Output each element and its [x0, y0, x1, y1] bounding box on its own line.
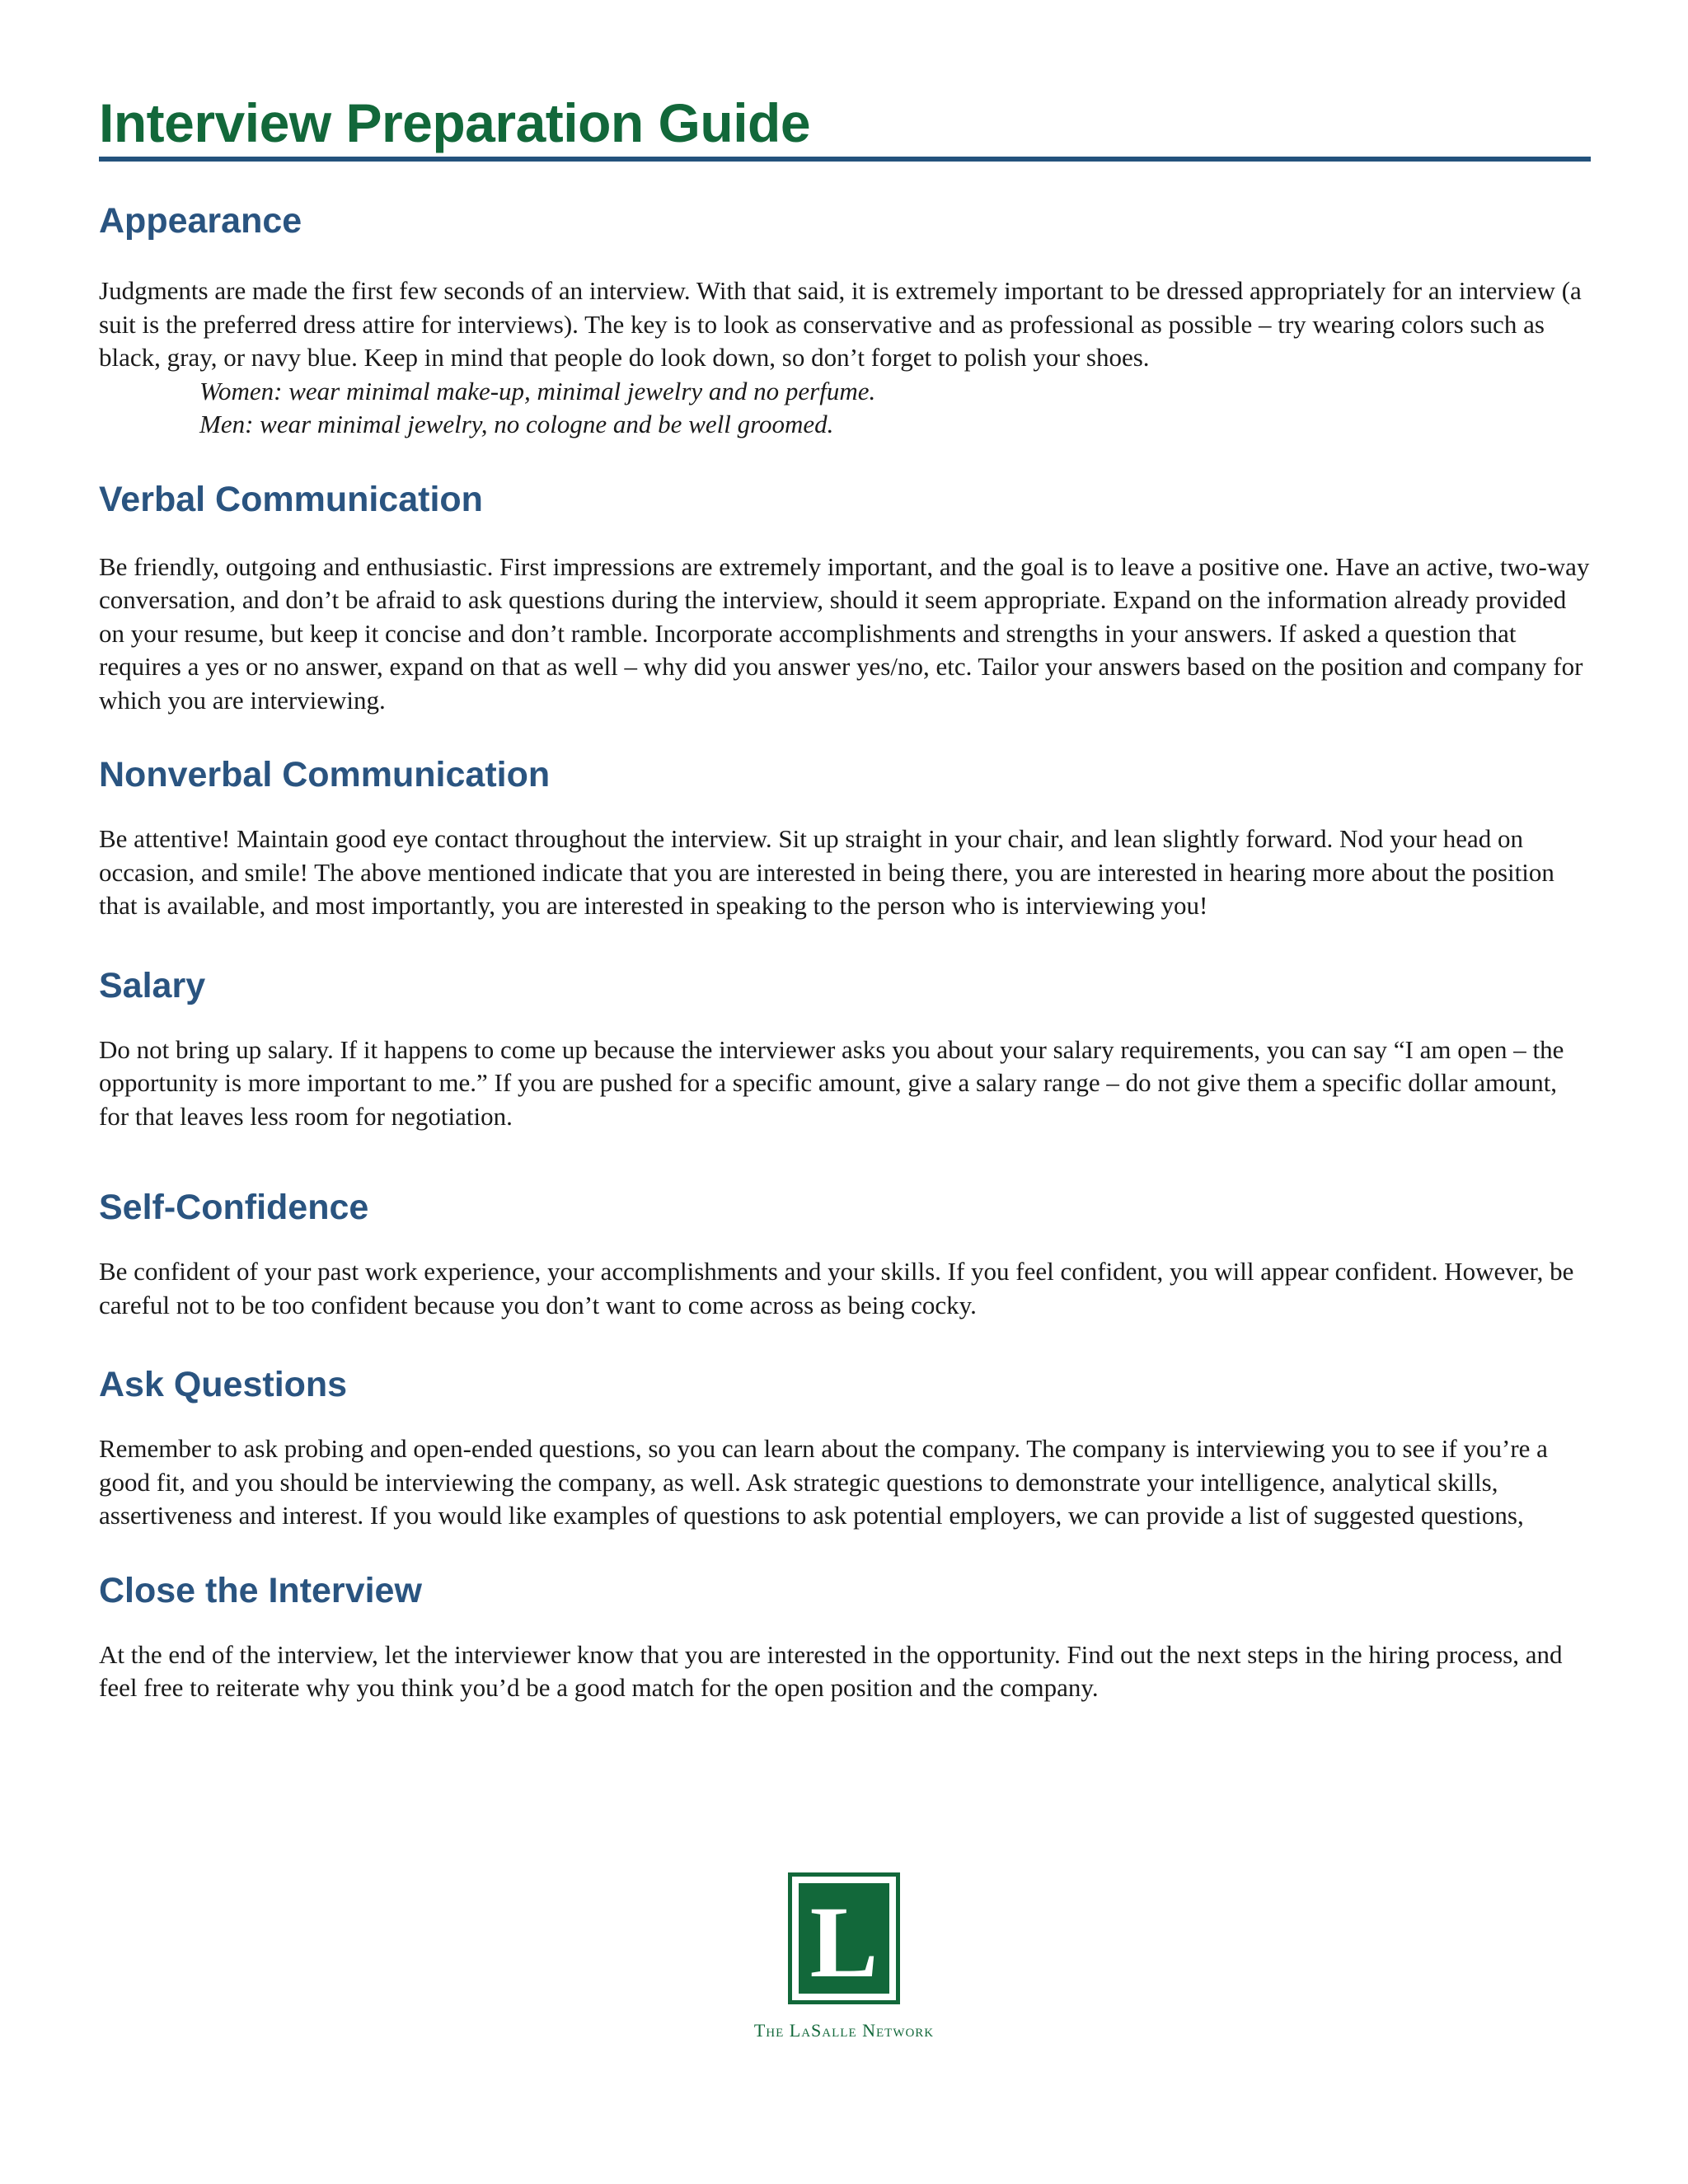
section-heading: Nonverbal Communication [99, 755, 551, 794]
section-heading: Verbal Communication [99, 479, 483, 519]
document-page [99, 87, 1591, 1705]
section-close-the-interview [99, 1568, 1591, 1705]
company-logo [0, 1872, 1688, 2041]
section-body: Be attentive! Maintain good eye contact throughout the interview. Sit up straight in your chair, and lean slightly forward. Nod your head on occasion, and smile! The above mentioned indicate that you are interested in being there, you are interested in hearing more about the position that is available, and most importantly, you are interested in speaking to the person who is interviewing you! [99, 824, 1554, 920]
section-nonverbal-communication [99, 752, 1591, 923]
section-heading: Appearance [99, 201, 302, 241]
logo-letter: L [809, 1886, 879, 1999]
section-verbal-communication [99, 476, 1591, 718]
section-body: Remember to ask probing and open-ended questions, so you can learn about the company. The company is interviewing you to see if you’re a good fit, and you should be interviewing the company, as well. Ask strategic questions to demonstrate your intelligence, analytical skills, assertiveness and interest. If you would like examples of questions to ask potential employers, we can provide a list of suggested questions, [99, 1434, 1548, 1530]
section-salary [99, 963, 1591, 1134]
section-body: Judgments are made the first few seconds of an interview. With that said, it is extremely important to be dressed appropriately for an interview (a suit is the preferred dress attire for interviews). The key is to look as conservative and as professional as possible – try wearing colors such as black, gray, or navy blue. Keep in mind that people do look down, so don’t forget to polish your shoes. [99, 276, 1582, 372]
section-body: Be confident of your past work experience, your accomplishments and your skills. If you feel confident, you will appear confident. However, be careful not to be too confident because you don’t want to come across as being cocky. [99, 1257, 1574, 1319]
section-heading: Ask Questions [99, 1365, 348, 1404]
logo-caption: The LaSalle Network [753, 2020, 935, 2041]
logo-mark [788, 1872, 900, 2004]
section-heading: Self-Confidence [99, 1188, 369, 1227]
section-body: Do not bring up salary. If it happens to come up because the interviewer asks you about your salary requirements, you can say “I am open – the opportunity is more important to me.” If you are pushed for a specific amount, give a salary range – do not give them a specific dollar amount, for that leaves less room for negotiation. [99, 1034, 1564, 1131]
note-women: Women: wear minimal make-up, minimal jewelry and no perfume. [199, 376, 876, 405]
section-self-confidence [99, 1184, 1591, 1322]
section-heading: Salary [99, 965, 206, 1005]
section-ask-questions [99, 1361, 1591, 1533]
section-body: Be friendly, outgoing and enthusiastic. First impressions are extremely important, and the goal is to leave a positive one. Have an active, two-way conversation, and don’t be afraid to ask questions during the interview, should it seem appropriate. Expand on the information already provided on your resume, but keep it concise and don’t ramble. Incorporate accomplishments and strengths in your answers. If asked a question that requires a yes or no answer, expand on that as well – why did you answer yes/no, etc. Tailor your answers based on the position and company for which you are interviewing. [99, 551, 1590, 715]
section-appearance [99, 198, 1591, 442]
logo-background [799, 1883, 889, 1999]
section-body: At the end of the interview, let the interviewer know that you are interested in the opportunity. Find out the next steps in the hiring process, and feel free to reiterate why you think you’d be a good match for the open position and the company. [99, 1639, 1563, 1702]
note-men: Men: wear minimal jewelry, no cologne and be well groomed. [199, 410, 834, 438]
section-heading: Close the Interview [99, 1570, 422, 1610]
document-title: Interview Preparation Guide [99, 87, 1591, 162]
